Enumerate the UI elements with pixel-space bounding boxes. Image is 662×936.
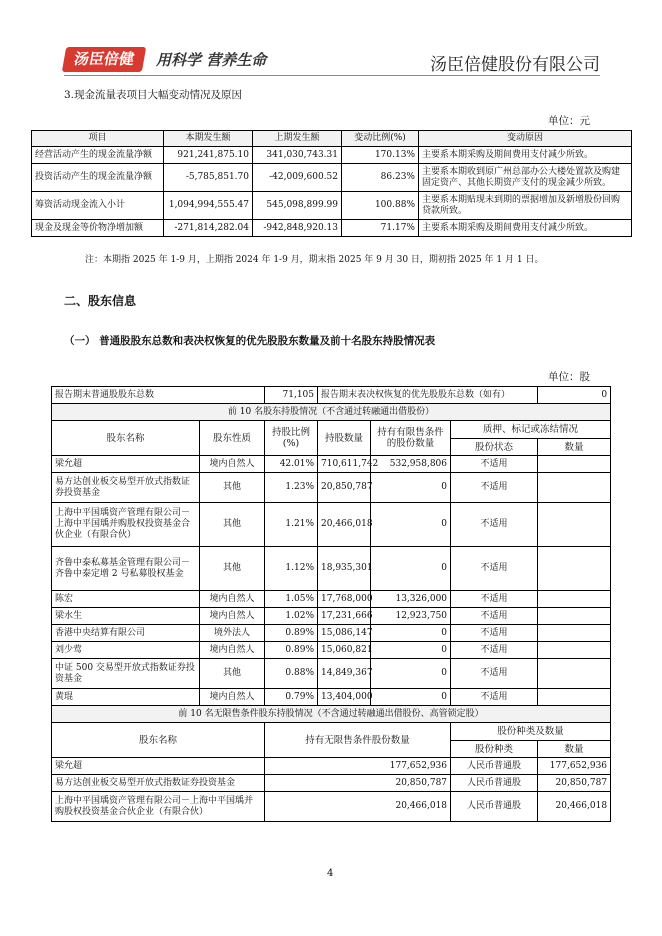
slogan: 用科学 营养生命	[156, 51, 267, 69]
cell: 170.13%	[342, 147, 419, 164]
col-header: 股份种类	[451, 741, 538, 758]
cell: 不适用	[451, 642, 538, 659]
cell: 不适用	[451, 473, 538, 503]
cell: 境内自然人	[200, 456, 265, 473]
col-header: 股份状态	[451, 439, 538, 456]
cell: 15,086,147	[318, 625, 371, 642]
cell: 主要系本期收到原广州总部办公大楼处置款及购建固定资产、其他长期资产支付的现金减少所致。	[419, 164, 632, 192]
table-row	[52, 503, 611, 547]
col-header: 变动原因	[419, 131, 632, 147]
col-header: 持股数量	[318, 421, 371, 456]
table-note: 注：本期指 2025 年 1-9 月，上期指 2024 年 1-9 月，期末指 2025 年 9 月 30 日，期初指 2025 年 1 月 1 日。	[85, 255, 544, 265]
section-title-cashflow: 3.现金流量表项目大幅变动情况及原因	[64, 89, 243, 101]
cell: 境内自然人	[200, 689, 265, 706]
cell: 0.79%	[265, 689, 318, 706]
cell	[538, 456, 611, 473]
unrestricted-title: 前 10 名无限售条件股东持股情况（不含通过转融通出借股份、高管锁定股）	[52, 706, 611, 723]
cell	[538, 642, 611, 659]
table-row	[32, 164, 632, 192]
table-header-row	[52, 421, 611, 439]
cell	[538, 591, 611, 608]
cell: 12,923,750	[371, 608, 451, 625]
table-header-row	[52, 723, 611, 741]
cell: 不适用	[451, 503, 538, 547]
col-header: 上期发生额	[253, 131, 342, 147]
cell: 不适用	[451, 456, 538, 473]
table-row	[52, 659, 611, 689]
col-header: 持有无限售条件股份数量	[265, 723, 451, 758]
cell: 主要系本期采购及期间费用支付减少所致。	[419, 220, 632, 237]
cell: 其他	[200, 659, 265, 689]
cell: 13,404,000	[318, 689, 371, 706]
top10-title: 前 10 名股东持股情况（不含通过转融通出借股份）	[52, 404, 611, 421]
col-header: 项目	[32, 131, 164, 147]
table-row	[52, 608, 611, 625]
cell: 20,850,787	[265, 775, 451, 792]
preferred-holders-value: 0	[538, 387, 611, 404]
cell: 0.89%	[265, 625, 318, 642]
cell: 1.23%	[265, 473, 318, 503]
cell: 0	[371, 503, 451, 547]
col-header: 数量	[538, 741, 611, 758]
table-row	[52, 456, 611, 473]
cell: 主要系本期贴现未到期的票据增加及新增股份回购贷款所致。	[419, 192, 632, 220]
table-row	[52, 547, 611, 591]
col-header: 股份种类及数量	[451, 723, 611, 741]
total-holders-value: 71,105	[265, 387, 318, 404]
table-header-row	[32, 131, 632, 147]
cell	[538, 625, 611, 642]
cell: 545,098,899.99	[253, 192, 342, 220]
cell: 人民币普通股	[451, 792, 538, 822]
cell: 20,466,018	[265, 792, 451, 822]
cell: 陈宏	[52, 591, 200, 608]
col-header: 持有有限售条件的股份数量	[371, 421, 451, 456]
cell	[538, 473, 611, 503]
cell: 341,030,743.31	[253, 147, 342, 164]
cell: 梁允超	[52, 456, 200, 473]
cell: 香港中央结算有限公司	[52, 625, 200, 642]
cell: 1.12%	[265, 547, 318, 591]
cell: 人民币普通股	[451, 758, 538, 775]
cell: 710,611,742	[318, 456, 371, 473]
cell: 易方达创业板交易型开放式指数证券投资基金	[52, 775, 265, 792]
cell: 上海中平国瑀资产管理有限公司－上海中平国瑀并购股权投资基金合伙企业（有限合伙）	[52, 503, 200, 547]
company-name: 汤臣倍健股份有限公司	[430, 55, 600, 75]
table-row	[32, 147, 632, 164]
cell: 1.02%	[265, 608, 318, 625]
cell: 易方达创业板交易型开放式指数证券投资基金	[52, 473, 200, 503]
cell: 不适用	[451, 689, 538, 706]
cell: 不适用	[451, 591, 538, 608]
cell: 17,768,000	[318, 591, 371, 608]
group-title-row	[52, 706, 611, 723]
cell: 现金及现金等价物净增加额	[32, 220, 164, 237]
subsection-title: （一） 普通股股东总数和表决权恢复的优先股股东数量及前十名股东持股情况表	[64, 335, 436, 347]
cell: 投资活动产生的现金流量净额	[32, 164, 164, 192]
col-header: 质押、标记或冻结情况	[451, 421, 611, 439]
table-row	[32, 192, 632, 220]
cell: 不适用	[451, 608, 538, 625]
cell	[538, 689, 611, 706]
cell: 20,466,018	[538, 792, 611, 822]
cell: 筹资活动现金流入小计	[32, 192, 164, 220]
cell: 0	[371, 659, 451, 689]
cell: -942,848,920.13	[253, 220, 342, 237]
cell: 14,849,367	[318, 659, 371, 689]
page-number: 4	[327, 868, 334, 879]
cell: 主要系本期采购及期间费用支付减少所致。	[419, 147, 632, 164]
cell: 黄琨	[52, 689, 200, 706]
cell: 42.01%	[265, 456, 318, 473]
cell: 其他	[200, 503, 265, 547]
cell: 刘少莺	[52, 642, 200, 659]
summary-row	[52, 387, 611, 404]
group-title-row	[52, 404, 611, 421]
cell: 20,850,787	[538, 775, 611, 792]
cell	[538, 547, 611, 591]
cell: 不适用	[451, 625, 538, 642]
header-divider	[64, 75, 600, 76]
logo-text: 汤臣倍健	[72, 50, 136, 68]
section-title-shareholders: 二、股东信息	[64, 294, 137, 308]
cell: 0	[371, 642, 451, 659]
table-row	[52, 473, 611, 503]
cell: 境内自然人	[200, 642, 265, 659]
cell: 中证 500 交易型开放式指数证券投资基金	[52, 659, 200, 689]
col-header: 股东名称	[52, 421, 200, 456]
total-holders-label: 报告期末普通股股东总数	[52, 387, 265, 404]
cashflow-table	[31, 130, 632, 237]
preferred-holders-label: 报告期末表决权恢复的优先股股东总数（如有）	[318, 387, 538, 404]
col-header: 变动比例(%)	[342, 131, 419, 147]
cell: 梁水生	[52, 608, 200, 625]
cell: 18,935,301	[318, 547, 371, 591]
cell: 0.88%	[265, 659, 318, 689]
cell: 1,094,994,555.47	[164, 192, 253, 220]
cell	[538, 608, 611, 625]
cell: -42,009,600.52	[253, 164, 342, 192]
unit-label-shares: 单位：股	[548, 371, 590, 383]
cell: 其他	[200, 473, 265, 503]
cell: 境外法人	[200, 625, 265, 642]
col-header: 股东性质	[200, 421, 265, 456]
cell: 921,241,875.10	[164, 147, 253, 164]
cell: 532,958,806	[371, 456, 451, 473]
cell: 不适用	[451, 547, 538, 591]
cell: 0	[371, 547, 451, 591]
cell: 其他	[200, 547, 265, 591]
cell: 71.17%	[342, 220, 419, 237]
cell: 0.89%	[265, 642, 318, 659]
cell: 境内自然人	[200, 608, 265, 625]
unit-label-cashflow: 单位：元	[548, 115, 590, 127]
table-row	[32, 220, 632, 237]
cell: 13,326,000	[371, 591, 451, 608]
cell: 20,466,018	[318, 503, 371, 547]
cell: 20,850,787	[318, 473, 371, 503]
cell: 0	[371, 625, 451, 642]
table-row	[52, 775, 611, 792]
cell: 0	[371, 473, 451, 503]
table-row	[52, 642, 611, 659]
col-header: 本期发生额	[164, 131, 253, 147]
cell: -271,814,282.04	[164, 220, 253, 237]
table-row	[52, 792, 611, 822]
cell: 177,652,936	[265, 758, 451, 775]
company-logo	[62, 47, 146, 72]
shareholders-table	[51, 386, 611, 822]
cell: 100.88%	[342, 192, 419, 220]
col-header: 持股比例(%)	[265, 421, 318, 456]
cell: 17,231,666	[318, 608, 371, 625]
cell: 人民币普通股	[451, 775, 538, 792]
cell: 境内自然人	[200, 591, 265, 608]
table-row	[52, 625, 611, 642]
cell: 不适用	[451, 659, 538, 689]
cell	[538, 659, 611, 689]
cell: 15,060,821	[318, 642, 371, 659]
cell: 1.05%	[265, 591, 318, 608]
cell: -5,785,851.70	[164, 164, 253, 192]
cell: 上海中平国瑀资产管理有限公司－上海中平国瑀并购股权投资基金合伙企业（有限合伙）	[52, 792, 265, 822]
cell: 0	[371, 689, 451, 706]
cell: 86.23%	[342, 164, 419, 192]
table-row	[52, 591, 611, 608]
cell: 1.21%	[265, 503, 318, 547]
table-row	[52, 758, 611, 775]
col-header: 数量	[538, 439, 611, 456]
cell: 177,652,936	[538, 758, 611, 775]
table-row	[52, 689, 611, 706]
cell	[538, 503, 611, 547]
cell: 齐鲁中泰私募基金管理有限公司－齐鲁中泰定增 2 号私募股权基金	[52, 547, 200, 591]
cell: 经营活动产生的现金流量净额	[32, 147, 164, 164]
col-header: 股东名称	[52, 723, 265, 758]
cell: 梁允超	[52, 758, 265, 775]
